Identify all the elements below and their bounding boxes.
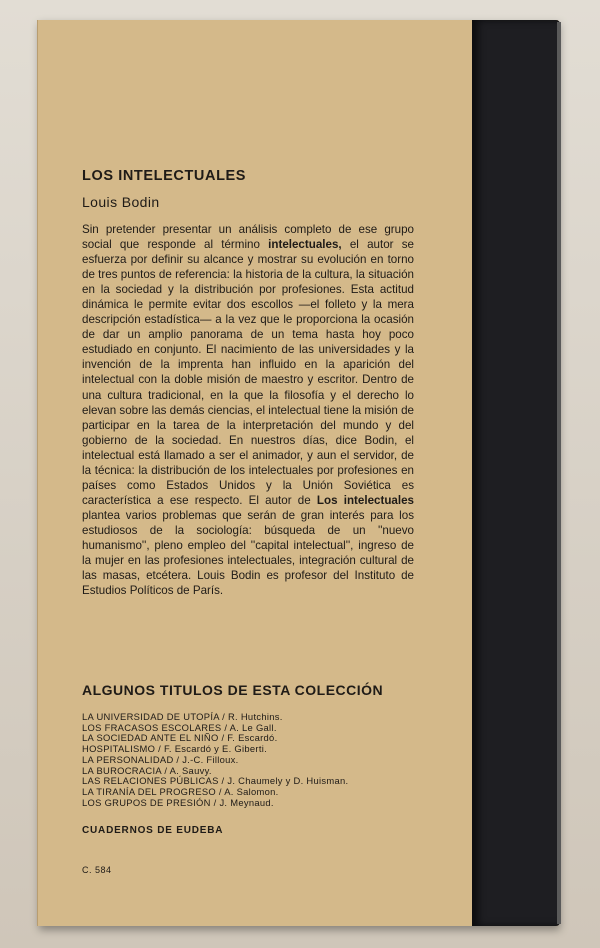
- collection-titles-list: [82, 712, 348, 808]
- description-text-2: el autor se esfuerza por definir su alcance y mostrar su evolución en torno de tres puntos de referencia: la historia de la cultura, la situación en la sociedad y la distribución por profesiones. Esta actitud dinámica le permite evitar dos escollos —el folleto y la mera descripción estadística— a la vez que le proporciona la ocasión de dar un amplio panorama de un tema hasta hoy poco estudiado en conjunto. El nacimiento de las universidades y la invención de la imprenta han influido en la aparición del intelectual con la doble misión de maestro y escritor. Dentro de una cultura tradicional, en la que la filosofía y el derecho lo elevan sobre las demás ciencias, el intelectual tiene la misión de participar en la tarea de la interpretación del mundo y del gobierno de la sociedad. En nuestros días, dice Bodin, el intelectual está llamado a ser el animador, y aun el servidor, de la técnica: la distribución de los intelectuales por profesiones en países como Estados Unidos y la Unión Soviética es característica a ese respecto. El autor de: [82, 238, 414, 507]
- catalog-number: C. 584: [82, 865, 112, 875]
- description-text-3: plantea varios problemas que serán de gran interés para los estudiosos de la sociología: búsqueda de un ''nuevo humanismo'', pleno empleo del ''capital intelectual'', ingreso de la mujer en las profesiones intelectuales, integración cultural de las masas, etcétera. Louis Bodin es profesor del Instituto de Estudios Políticos de París.: [82, 508, 414, 598]
- list-item: LA SOCIEDAD ANTE EL NIÑO / F. Escardó.: [82, 732, 278, 744]
- list-item: LAS RELACIONES PÚBLICAS / J. Chaumely y D. Huisman.: [82, 775, 349, 787]
- description-bold-1: intelectuales,: [268, 238, 342, 252]
- description-paragraph: [82, 222, 414, 598]
- book-author: Louis Bodin: [82, 194, 160, 210]
- spine-edge: [557, 22, 561, 924]
- book-title: LOS INTELECTUALES: [82, 168, 247, 184]
- list-item: LA PERSONALIDAD / J.-C. Filloux.: [82, 753, 239, 765]
- description-bold-2: Los intelectuales: [316, 493, 414, 507]
- list-item: LOS FRACASOS ESCOLARES / A. Le Gall.: [82, 721, 277, 733]
- list-item: LA UNIVERSIDAD DE UTOPÍA / R. Hutchins.: [82, 711, 283, 722]
- list-item: LA BUROCRACIA / A. Sauvy.: [82, 764, 212, 776]
- description-text-1: Sin pretender presentar un análisis completo de ese grupo social que responde al término: [82, 223, 414, 252]
- list-item: LOS GRUPOS DE PRESIÓN / J. Meynaud.: [82, 796, 274, 808]
- list-item: LA TIRANÍA DEL PROGRESO / A. Salomon.: [82, 785, 279, 797]
- collection-heading: ALGUNOS TITULOS DE ESTA COLECCIÓN: [82, 682, 384, 698]
- list-item: HOSPITALISMO / F. Escardó y E. Giberti.: [82, 743, 268, 755]
- series-name: CUADERNOS DE EUDEBA: [82, 825, 224, 836]
- book-description: [82, 222, 414, 598]
- book-spine: [472, 20, 560, 926]
